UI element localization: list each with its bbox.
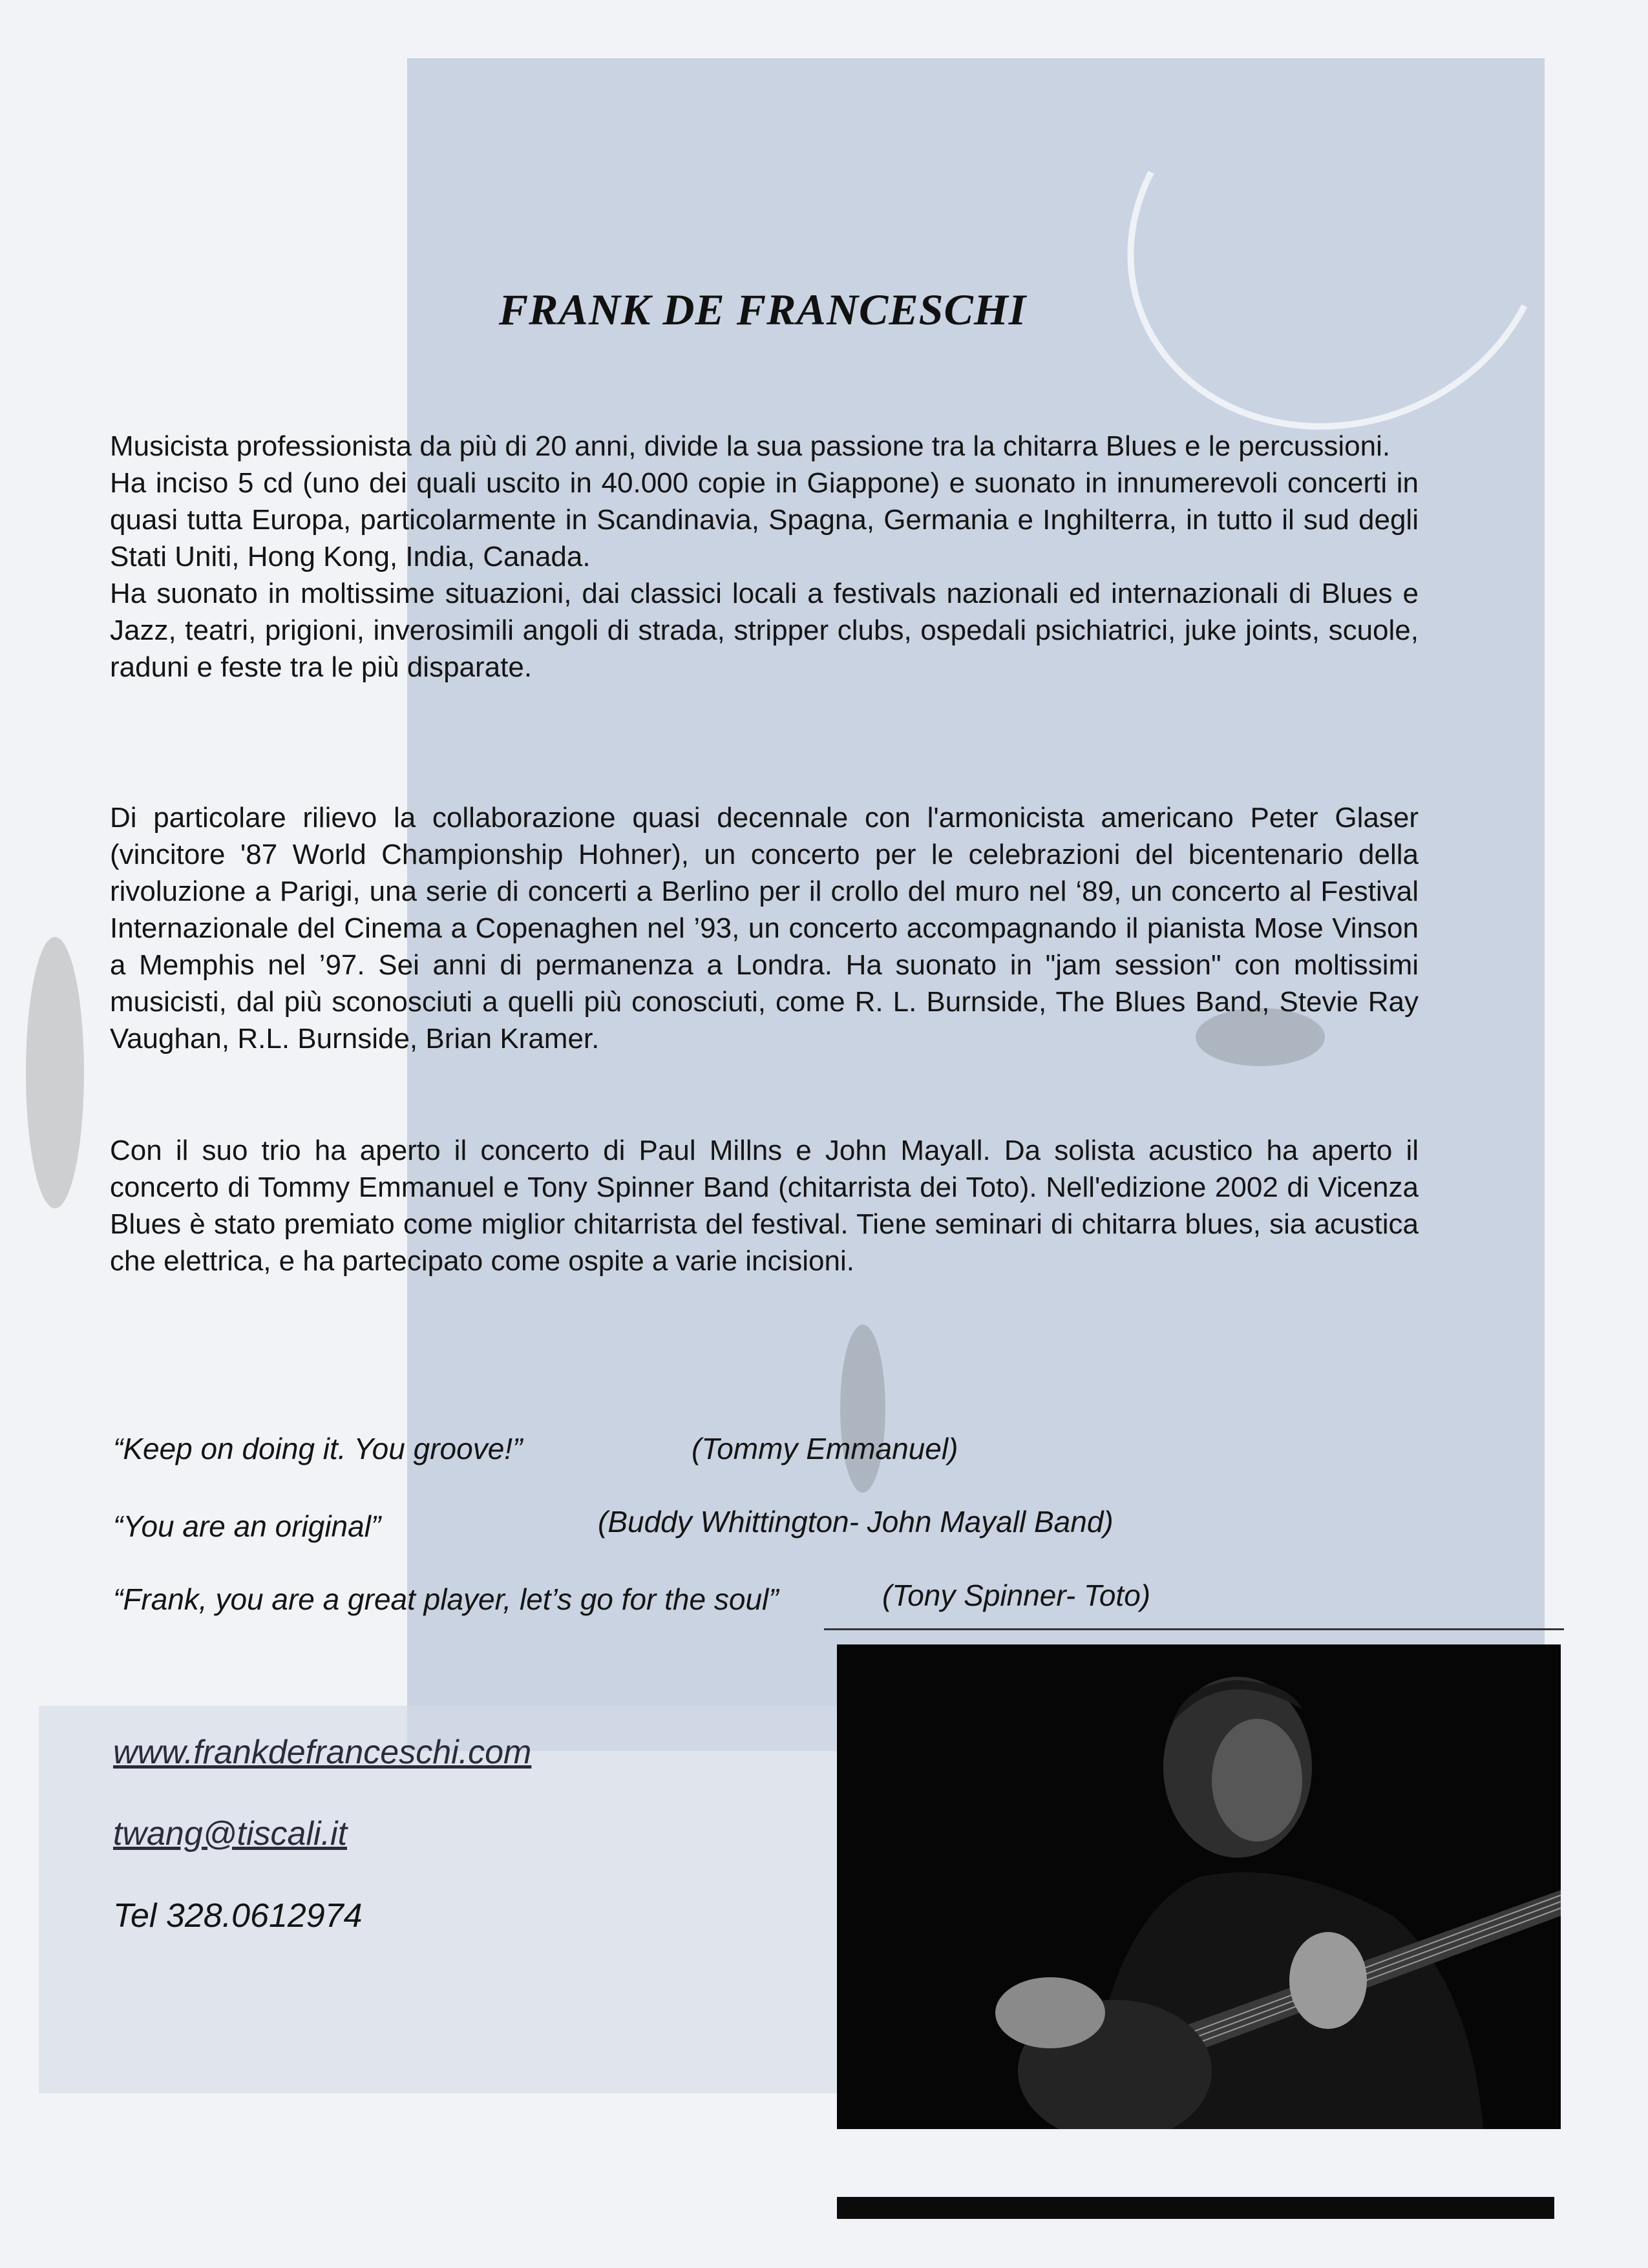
- scan-edge-strip: [837, 2197, 1554, 2219]
- quote-text: “You are an original”: [113, 1509, 381, 1543]
- quote-text: “Frank, you are a great player, let’s go for the soul”: [113, 1582, 779, 1616]
- guitarist-photo-icon: [837, 1644, 1561, 2129]
- website-link[interactable]: www.frankdefranceschi.com: [113, 1734, 532, 1771]
- quote-author: (Tony Spinner- Toto): [882, 1579, 1151, 1612]
- email-link[interactable]: twang@tiscali.it: [113, 1815, 348, 1853]
- bio-paragraph-2: Di particolare rilievo la collaborazione quasi decennale con l'armonicista americano Peter Glaser (vincitore '87 World Championship Hohner), un concerto per le celebrazioni del bicentenario della rivoluzione a Parigi, una serie di concerti a Berlino per il crollo del muro nel ‘89, un concerto al Festival Internazionale del Cinema a Copenaghen nel ’93, un concerto accompagnando il pianista Mose Vinson a Memphis nel ’97. Sei anni di permanenza a Londra. Ha suonato in "jam session" con moltissimi musicisti, dal più sconosciuti a quelli più conosciuti, come R. L. Burnside, The Blues Band, Stevie Ray Vaughan, R.L. Burnside, Brian Kramer.: [110, 802, 1419, 1055]
- quote-author: (Tommy Emmanuel): [692, 1432, 958, 1465]
- bio-text-1: Musicista professionista da più di 20 anni, divide la sua passione tra la chitarra Blues e le percussioni. Ha inciso 5 cd (uno dei quali uscito in 40.000 copie in Giappone) e suonato in innumerevoli concerti in quasi tutta Europa, particolarmente in Scandinavia, Spagna, Germania e Inghilterra, in tutto il sud degli Stati Uniti, Hong Kong, India, Canada. Ha suonato in moltissime situazioni, dai classici locali a festivals nazionali ed internazionali di Blues e Jazz, teatri, prigioni, inverosimili angoli di strada, stripper clubs, ospedali psichiatrici, juke joints, scuole, raduni e feste tra le più disparate.: [110, 430, 1419, 683]
- scan-smudge: [26, 937, 84, 1208]
- phone-number: Tel 328.0612974: [113, 1897, 363, 1935]
- divider-line: [824, 1628, 1564, 1630]
- scan-smudge: [840, 1325, 885, 1493]
- page-title: FRANK DE FRANCESCHI: [498, 285, 1027, 334]
- bio-paragraph-3: Con il suo trio ha aperto il concerto di Paul Millns e John Mayall. Da solista acustico ha aperto il concerto di Tommy Emmanuel e Tony Spinner Band (chitarrista dei Toto). Nell'edizione 2002 di Vicenza Blues è stato premiato come miglior chitarrista del festival. Tiene seminari di chitarra blues, sia acustica che elettrica, e ha partecipato come ospite a varie incisioni.: [110, 1135, 1419, 1277]
- quote-text: “Keep on doing it. You groove!”: [113, 1432, 523, 1465]
- quote-author: (Buddy Whittington- John Mayall Band): [598, 1505, 1114, 1538]
- guitarist-photo: [837, 1644, 1561, 2129]
- bio-paragraph-1: [110, 428, 1419, 686]
